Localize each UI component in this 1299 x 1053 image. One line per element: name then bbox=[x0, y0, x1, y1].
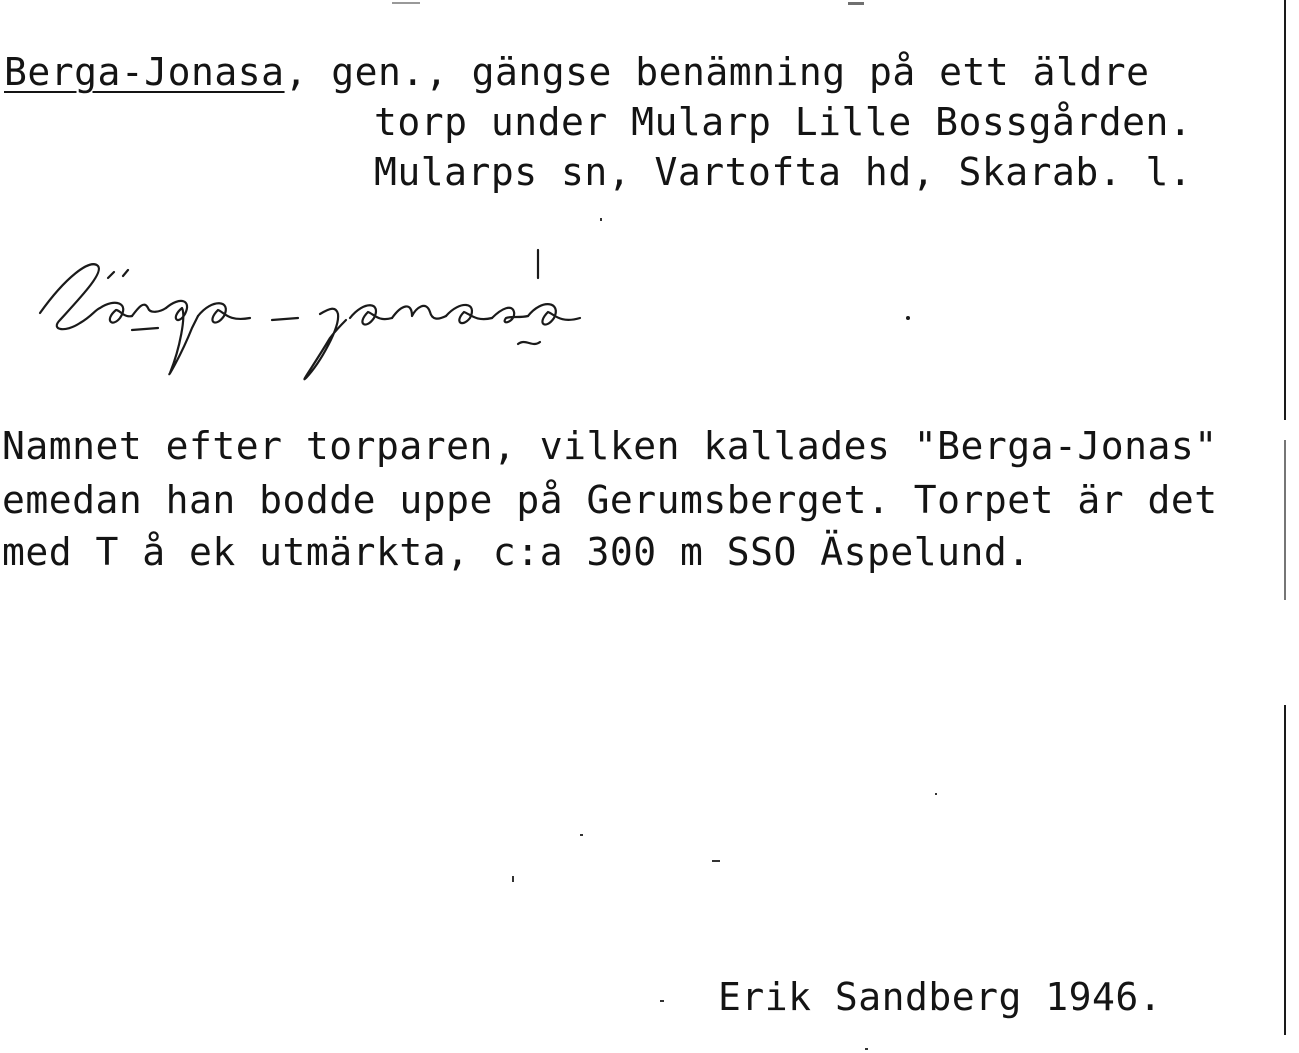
scan-speck bbox=[848, 2, 864, 5]
body-line-2: emedan han bodde uppe på Gerumsberget. Torpet är det bbox=[2, 478, 1218, 522]
scan-speck bbox=[865, 1048, 868, 1050]
entry-line-2: torp under Mularp Lille Bossgården. bbox=[374, 100, 1193, 144]
card-edge-line-bottom bbox=[1284, 705, 1286, 1035]
card-edge-line-top bbox=[1284, 0, 1286, 420]
card-edge-line-middle bbox=[1284, 440, 1286, 600]
headword: Berga-Jonasa bbox=[4, 50, 285, 94]
scan-speck bbox=[660, 1000, 664, 1002]
scan-speck bbox=[935, 793, 937, 795]
scan-speck bbox=[600, 218, 602, 221]
body-line-3: med T å ek utmärkta, c:a 300 m SSO Äspelund. bbox=[2, 530, 1031, 574]
scan-speck bbox=[580, 834, 583, 836]
body-line-1: Namnet efter torparen, vilken kallades "Berga-Jonas" bbox=[2, 424, 1218, 468]
scan-speck bbox=[712, 860, 720, 862]
entry-line-3: Mularps sn, Vartofta hd, Skarab. l. bbox=[374, 150, 1193, 194]
handwritten-pronunciation bbox=[20, 238, 920, 388]
scan-speck bbox=[512, 876, 514, 882]
scan-speck bbox=[392, 2, 420, 4]
signature: Erik Sandberg 1946. bbox=[718, 975, 1163, 1019]
entry-line-1 bbox=[4, 50, 1150, 94]
entry-line-1-rest: , gen., gängse benämning på ett äldre bbox=[284, 50, 1150, 94]
